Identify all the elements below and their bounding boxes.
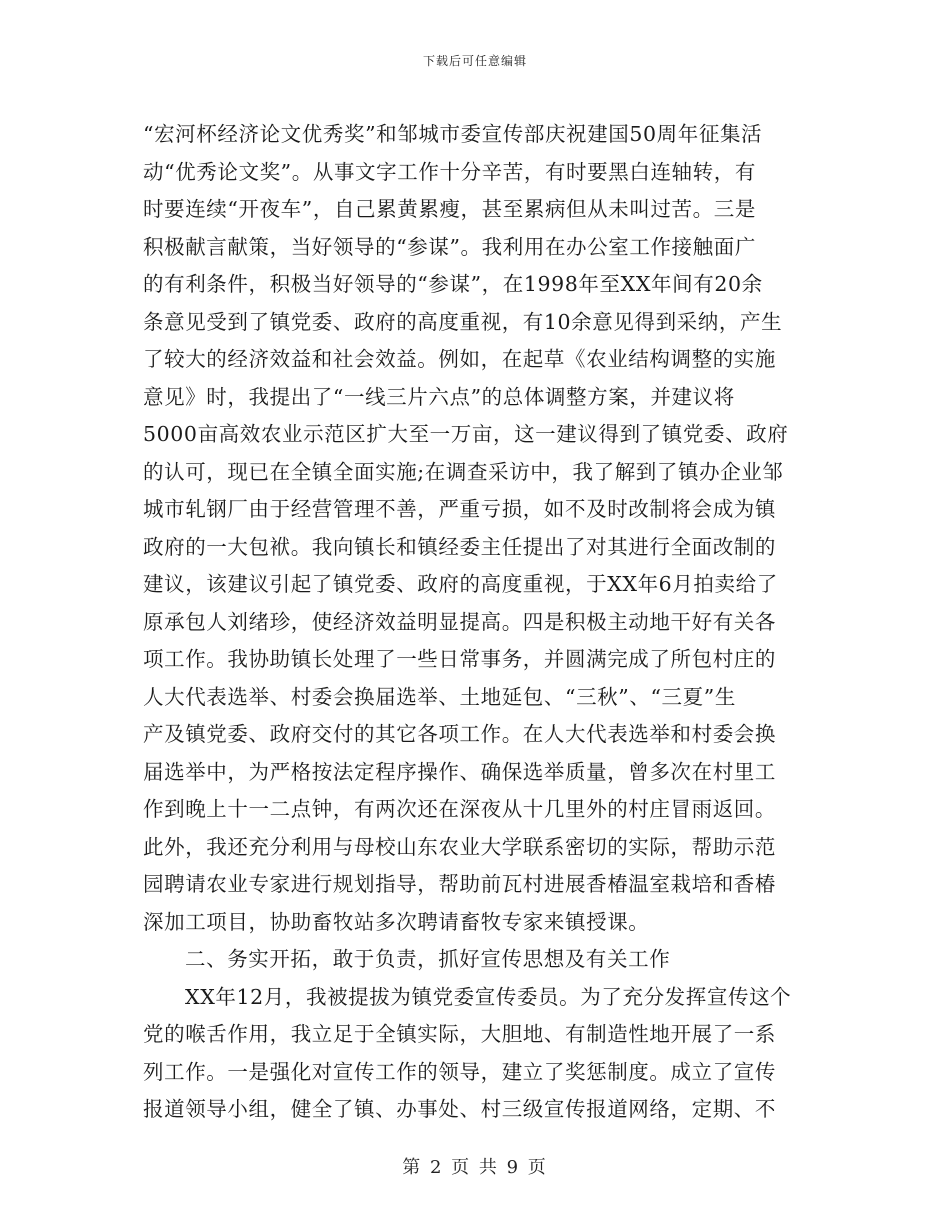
text-line: “宏河杯经济论文优秀奖”和邹城市委宣传部庆祝建国50周年征集活	[143, 122, 763, 146]
text-line: 报道领导小组，健全了镇、办事处、村三级宣传报道网络，定期、不	[143, 1097, 776, 1121]
section-heading: 二、务实开拓，敢于负责，抓好宣传思想及有关工作	[185, 947, 671, 971]
text-line: 作到晚上十一二点钟，有两次还在深夜从十几里外的村庄冒雨返回。	[143, 797, 776, 821]
text-line: 原承包人刘绪珍，使经济效益明显提高。四是积极主动地干好有关各	[143, 609, 776, 634]
text-line: 园聘请农业专家进行规划指导，帮助前瓦村进展香椿温室栽培和香椿	[143, 872, 776, 896]
text-line: 列工作。一是强化对宣传工作的领导，建立了奖惩制度。成立了宣传	[143, 1059, 776, 1084]
text-line: 深加工项目，协助畜牧站多次聘请畜牧专家来镇授课。	[143, 909, 650, 934]
text-line: 政府的一大包袱。我向镇长和镇经委主任提出了对其进行全面改制的	[143, 534, 776, 559]
text-line: 项工作。我协助镇长处理了一些日常事务，并圆满完成了所包村庄的	[143, 647, 776, 671]
text-line: 意见》时，我提出了“一线三片六点”的总体调整方案，并建议将	[143, 384, 735, 409]
text-line: 5000亩高效农业示范区扩大至一万亩，这一建议得到了镇党委、政府	[143, 422, 789, 446]
text-line: 城市轧钢厂由于经营管理不善，严重亏损，如不及时改制将会成为镇	[143, 497, 776, 521]
text-line: 了较大的经济效益和社会效益。例如，在起草《农业结构调整的实施	[143, 347, 776, 371]
text-line: 此外，我还充分利用与母校山东农业大学联系密切的实际，帮助示范	[143, 834, 776, 859]
text-line: 的有利条件，积极当好领导的“参谋”，在1998年至XX年间有20余	[143, 272, 763, 296]
text-line: 时要连续“开夜车”，自己累黄累瘦，甚至累病但从未叫过苦。三是	[143, 197, 756, 221]
text-line: 党的喉舌作用，我立足于全镇实际，大胆地、有制造性地开展了一系	[143, 1022, 776, 1046]
text-line: 人大代表选举、村委会换届选举、土地延包、“三秋”、“三夏”生	[143, 684, 736, 709]
document-body	[143, 116, 803, 1129]
text-line: 条意见受到了镇党委、政府的高度重视，有10余意见得到采纳，产生	[143, 309, 783, 334]
text-line: 的认可，现已在全镇全面实施;在调查采访中，我了解到了镇办企业邹	[143, 459, 784, 484]
page-header: 下载后可任意编辑	[422, 54, 527, 68]
page-number: 第 2 页 共 9 页	[402, 1157, 548, 1178]
text-line: 产及镇党委、政府交付的其它各项工作。在人大代表选举和村委会换	[143, 722, 776, 746]
text-line: 积极献言献策，当好领导的“参谋”。我利用在办公室工作接触面广	[143, 234, 756, 259]
paragraph-first-line: XX年12月，我被提拔为镇党委宣传委员。为了充分发挥宣传这个	[185, 984, 792, 1009]
text-line: 建议，该建议引起了镇党委、政府的高度重视，于XX年6月拍卖给了	[143, 572, 778, 596]
text-line: 届选举中，为严格按法定程序操作、确保选举质量，曾多次在村里工	[143, 759, 776, 784]
text-line: 动“优秀论文奖”。从事文字工作十分辛苦，有时要黑白连轴转，有	[143, 159, 756, 184]
